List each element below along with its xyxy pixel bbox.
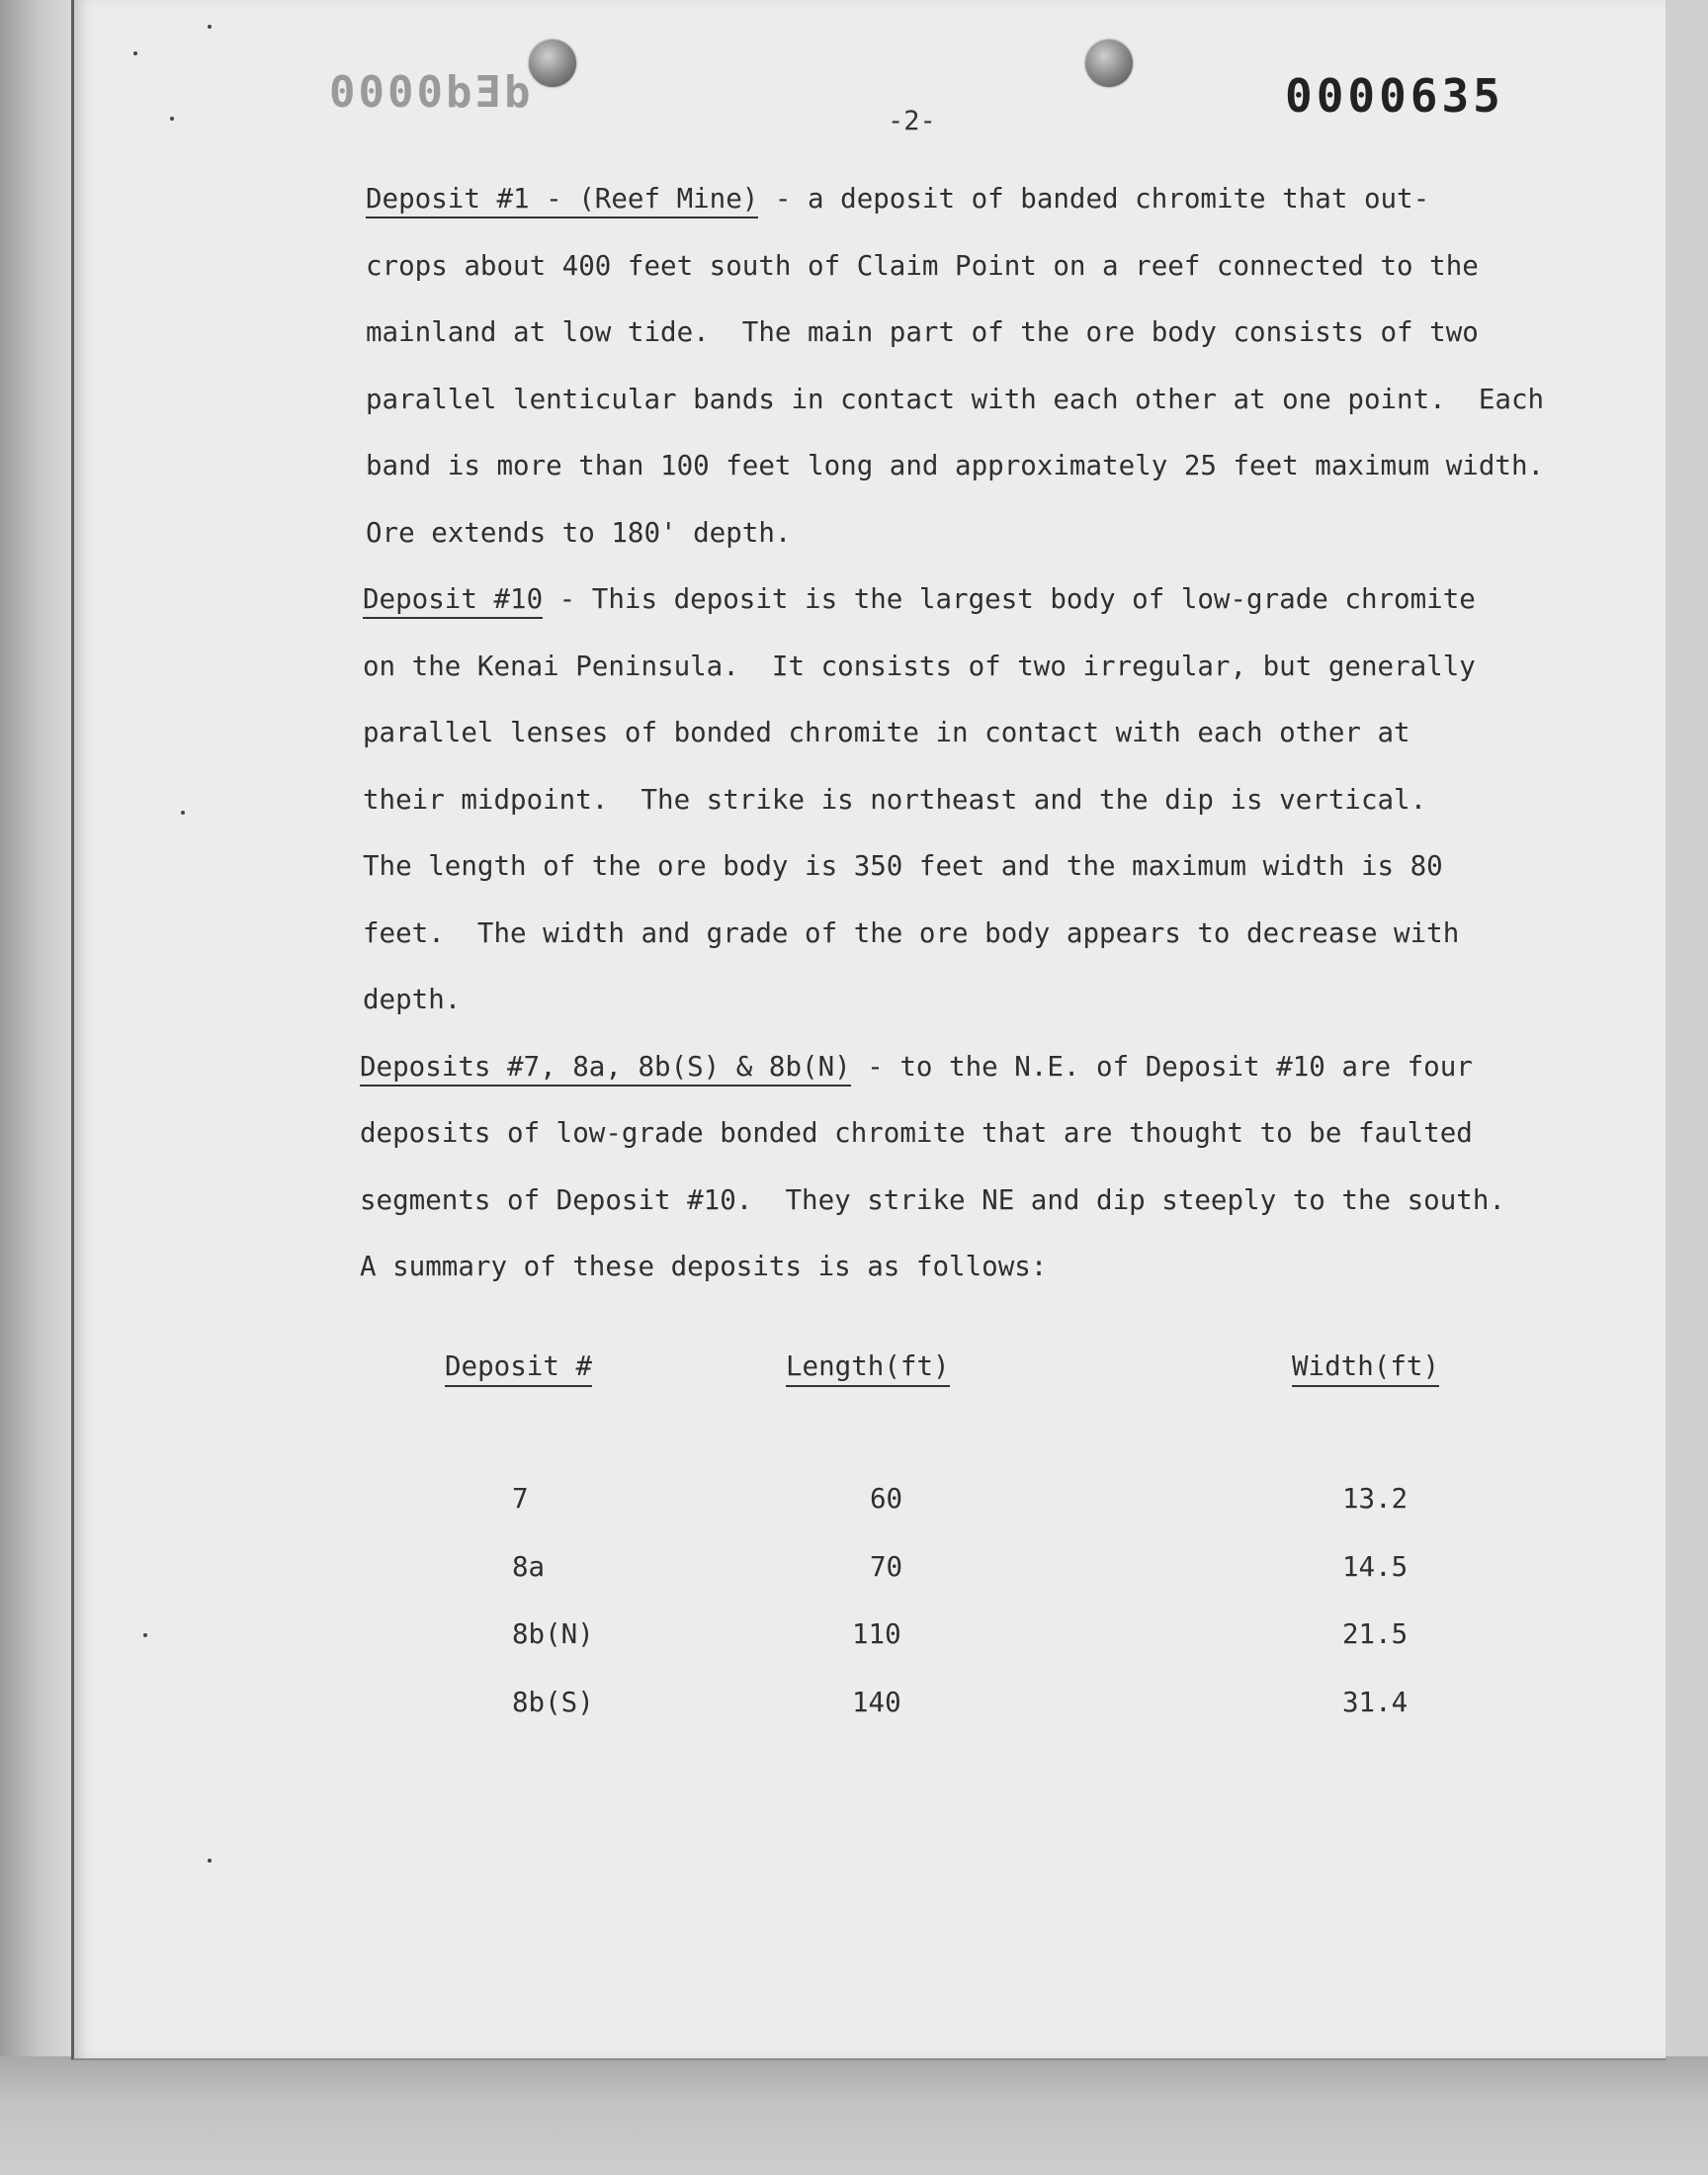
scan-bottom-shadow <box>0 2056 1708 2175</box>
table-cell-deposit: 8b(N) <box>512 1618 594 1650</box>
document-number-stamp: 0000635 <box>1285 69 1504 123</box>
deposits-7-8-heading: Deposits #7, 8a, 8b(S) & 8b(N) <box>360 1051 851 1087</box>
text-line: mainland at low tide. The main part of the ore body consists of two <box>366 316 1479 348</box>
paragraph-deposit-10 <box>363 566 1621 1034</box>
text-line: - to the N.E. of Deposit #10 are four <box>850 1050 1473 1083</box>
punch-hole-left <box>529 40 576 87</box>
scan-speck <box>208 1859 212 1863</box>
table-cell-width: 13.2 <box>1342 1483 1409 1515</box>
table-cell-length: 110 <box>852 1618 901 1650</box>
scan-speck <box>143 1633 147 1637</box>
deposit-1-heading: Deposit #1 - (Reef Mine) <box>366 183 758 218</box>
scan-speck <box>208 25 212 29</box>
text-line: parallel lenses of bonded chromite in contact with each other at <box>363 717 1410 748</box>
text-line: their midpoint. The strike is northeast and the dip is vertical. <box>363 783 1427 816</box>
scan-speck <box>170 117 174 121</box>
paragraph-deposits-7-8 <box>360 1034 1621 1301</box>
column-header-length: Length(ft) <box>786 1350 950 1387</box>
deposit-10-heading: Deposit #10 <box>363 583 543 619</box>
table-cell-deposit: 8a <box>512 1551 546 1583</box>
text-line: band is more than 100 feet long and approximately 25 feet maximum width. <box>366 450 1545 481</box>
text-line: A summary of these deposits is as follows: <box>360 1251 1048 1282</box>
text-line: segments of Deposit #10. They strike NE and dip steeply to the south. <box>360 1183 1505 1216</box>
table-cell-deposit: 8b(S) <box>512 1687 594 1718</box>
column-header-width: Width(ft) <box>1292 1350 1439 1387</box>
paragraph-deposit-1 <box>366 166 1621 566</box>
page-number: -2- <box>888 106 936 136</box>
text-line: Ore extends to 180' depth. <box>366 516 792 549</box>
text-line: The length of the ore body is 350 feet and the maximum width is 80 <box>363 850 1443 882</box>
text-line: feet. The width and grade of the ore body appears to decrease with <box>363 916 1460 949</box>
table-cell-length: 60 <box>870 1483 903 1515</box>
table-cell-width: 31.4 <box>1342 1687 1409 1718</box>
text-line: on the Kenai Peninsula. It consists of two irregular, but generally <box>363 650 1476 682</box>
table-cell-width: 21.5 <box>1342 1618 1409 1650</box>
text-line: - This deposit is the largest body of low-grade chromite <box>543 583 1476 615</box>
document-body <box>360 166 1621 1301</box>
table-cell-length: 140 <box>852 1687 901 1718</box>
text-line: - a deposit of banded chromite that out- <box>758 183 1430 215</box>
scan-speck <box>181 811 185 815</box>
text-line: crops about 400 feet south of Claim Point on a reef connected to the <box>366 249 1479 282</box>
table-cell-length: 70 <box>870 1551 903 1583</box>
scan-speck <box>133 51 137 55</box>
table-cell-deposit: 7 <box>512 1483 529 1515</box>
text-line: parallel lenticular bands in contact with each other at one point. Each <box>366 383 1545 415</box>
mirrored-stamp: dEd0000 <box>326 67 531 118</box>
punch-hole-right <box>1085 40 1133 87</box>
column-header-deposit: Deposit # <box>445 1350 592 1387</box>
text-line: deposits of low-grade bonded chromite that are thought to be faulted <box>360 1117 1473 1149</box>
text-line: depth. <box>363 984 462 1015</box>
table-cell-width: 14.5 <box>1342 1551 1409 1583</box>
